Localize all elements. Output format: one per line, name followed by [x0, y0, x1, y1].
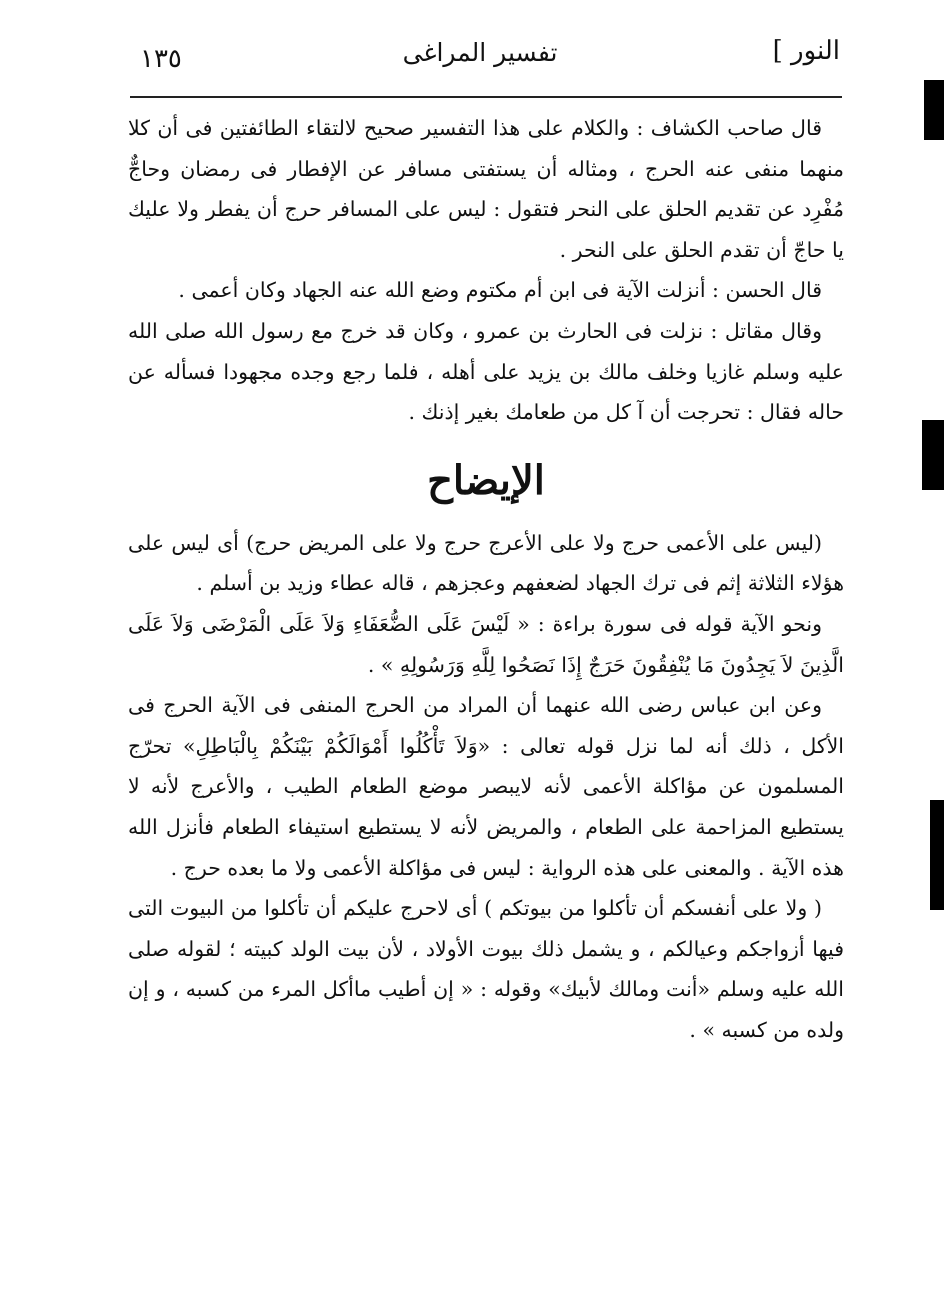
- page-number: ١٣٥: [140, 44, 182, 74]
- header-rule: [130, 96, 842, 98]
- book-title: تفسير المراغى: [402, 38, 558, 67]
- section-heading: الإيضاح: [427, 456, 545, 504]
- surah-name: النور ]: [772, 36, 840, 66]
- scan-edge-mark: [922, 420, 944, 490]
- scan-edge-mark: [930, 800, 944, 910]
- paragraph-ibn-abbas: وعن ابن عباس رضى الله عنهما أن المراد من الحرج المنفى فى الآية الحرج فى الأكل ، ذلك أنه لما نزل قوله تعالى : «وَلاَ تَأْكُلُوا أَمْوَالَكُمْ بَيْنَكُمْ بِالْبَاطِلِ» تحرّج المسلمون عن مؤاكلة الأعمى لأنه لايبصر موضع الطعام الطيب ، والأعرج لأنه لا يستطيع المزاحمة على الطعام ، والمريض لأنه لا يستطيع استيفاء الطعام فأنزل الله هذه الآية . والمعنى على هذه الرواية : ليس فى مؤاكلة الأعمى ولا ما بعده حرج .: [128, 693, 844, 880]
- paragraph-hasan: قال الحسن : أنزلت الآية فى ابن أم مكتوم وضع الله عنه الجهاد وكان أعمى .: [178, 278, 822, 303]
- page-header: [120, 30, 840, 94]
- paragraph-blind-lame: (ليس على الأعمى حرج ولا على الأعرج حرج ولا على المريض حرج) أى ليس على هؤلاء الثلاثة إثم فى ترك الجهاد لضعفهم وعجزهم ، قاله عطاء وزيد بن أسلم .: [128, 530, 844, 596]
- paragraph-houses: ( ولا على أنفسكم أن تأكلوا من بيوتكم ) أى لاحرج عليكم أن تأكلوا من البيوت التى فيها أزواجكم وعيالكم ، و يشمل ذلك بيوت الأولاد ، لأن بيت الولد كبيته ؛ لقوله صلى الله عليه وسلم «أنت ومالك لأبيك» وقوله : « إن أطيب ماأكل المرء من كسبه ، و إن ولده من كسبه » .: [128, 896, 844, 1042]
- page-body: [128, 108, 844, 1050]
- paragraph-muqatil: وقال مقاتل : نزلت فى الحارث بن عمرو ، وكان قد خرج مع رسول الله صلى الله عليه وسلم غازيا وخلف مالك بن يزيد على أهله ، فلما رجع وجده مجهودا فسأله عن حاله فقال : تحرجت أن آ كل من طعامك بغير إذنك .: [128, 318, 844, 425]
- scan-edge-mark: [924, 80, 944, 140]
- paragraph-baraa-verse: ونحو الآية قوله فى سورة براءة : « لَيْسَ عَلَى الضُّعَفَاءِ وَلاَ عَلَى الْمَرْضَى وَلاَ عَلَى الَّذِينَ لاَ يَجِدُونَ مَا يُنْفِقُونَ حَرَجٌ إِذَا نَصَحُوا لِلَّهِ وَرَسُولِهِ » .: [128, 611, 844, 677]
- paragraph-kashshaf: قال صاحب الكشاف : والكلام على هذا التفسير صحيح لالتقاء الطائفتين فى أن كلا منهما منفى عنه الحرج ، ومثاله أن يستفتى مسافر عن الإفطار فى رمضان وحاجٌّ مُفْرِد عن تقديم الحلق على النحر فتقول : ليس على المسافر حرج أن يفطر ولا عليك يا حاجّ أن تقدم الحلق على النحر .: [128, 116, 844, 262]
